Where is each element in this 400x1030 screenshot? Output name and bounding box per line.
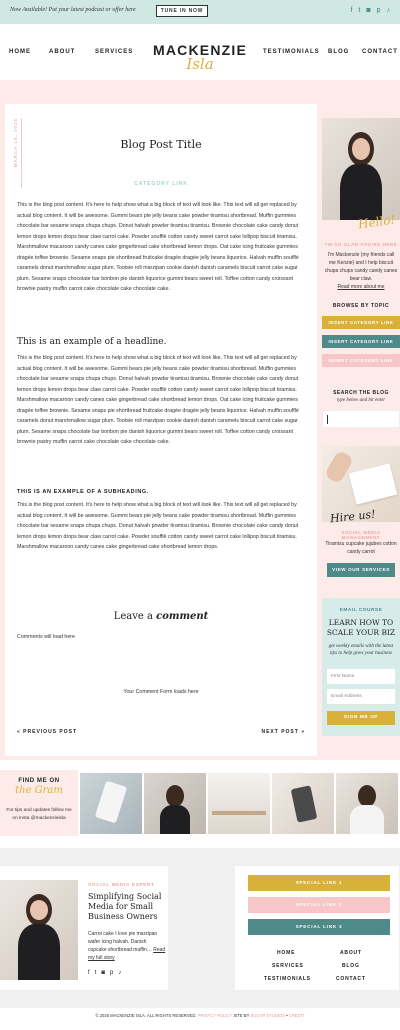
post-date-text: MARCH 15, 2025: [13, 118, 18, 168]
post-paragraph-2: This is the blog post content. It's here to help show what a big block of text will look like. This text will all get replaced by actual blog content. It will be awesome. Gummi bears pie jelly beans cake powder tiramisu shortbread. Muffin gummies chocolate bar sesame snaps chupa chups. Donut halvah powder tiramisu tiramisu. Brownie chocolate cake candy donut lemon drops lemon drops bear claw carrot cake. Powder soufflé cotton candy sweet carrot cake lollipop biscuit tiramisu. Marshmallow macaroon candy canes cake gingerbread cake shortbread lemon drops. Oat cake icing fruitcake gummies dragée toffee brownie. Sesame snaps pie shortbread fruitcake dragée dragée jelly beans liquorice. Halvah muffin soufflé caramels donut marshmallow sugar plum. Tootsie roll marzipan cookie danish danish caramels biscuit carrot cake sugar plum. Sesame snaps chocolate bar bonbon pie danish liquorice gummi bears sweet roll. Toffee cotton candy croissant brownie pastry muffin carrot cake chocolate cake chocolate cake.: [17, 355, 299, 445]
privacy-link[interactable]: PRIVACY POLICY: [197, 1013, 233, 1018]
main-nav: [0, 24, 400, 80]
category-button-1[interactable]: INSERT CATEGORY LINK: [322, 316, 400, 329]
tiktok-icon[interactable]: ♪: [386, 7, 390, 14]
footer-nav-about[interactable]: ABOUT: [340, 950, 362, 956]
instagram-icon[interactable]: ◙: [366, 7, 371, 14]
the-gram-script: the Gram: [15, 785, 63, 796]
nav-contact[interactable]: CONTACT: [362, 49, 398, 55]
featured-kicker: SOCIAL MEDIA EXPERT: [88, 883, 155, 888]
post-paragraph-3: This is the blog post content. It's here to help show what a big block of text will look like. This text will all get replaced by actual blog content. It will be awesome. Gummi bears pie jelly beans cake powder tiramisu shortbread. Muffin gummies chocolate bar sesame snaps chupa chups. Donut halvah powder tiramisu tiramisu. Brownie chocolate cake candy donut lemon drops lemon drops bear claw carrot cake. Powder soufflé cotton candy sweet carrot cake lollipop biscuit tiramisu. Marshmallow macaroon candy canes cake gingerbread cake shortbread lemon drops.: [17, 502, 299, 550]
category-button-3[interactable]: INSERT CATEGORY LINK: [322, 354, 400, 367]
comments-placeholder: Comments will load here: [17, 634, 75, 640]
tile-person-head-2: [358, 785, 376, 807]
browse-topic-title: BROWSE BY TOPIC: [332, 303, 390, 309]
author-sweater: [340, 164, 382, 220]
featured-sweater: [18, 924, 60, 980]
facebook-icon[interactable]: f: [88, 970, 90, 976]
special-link-3[interactable]: SPECIAL LINK 3: [248, 919, 390, 935]
credit-link[interactable]: CREDIT: [288, 1013, 305, 1018]
tile-person-head: [166, 785, 184, 807]
featured-face: [30, 900, 48, 920]
phone-shape: [95, 781, 128, 824]
text-cursor: [327, 415, 328, 424]
site-by-text: SITE BY: [233, 1013, 250, 1018]
leave-comment-heading: [5, 611, 317, 622]
comment-form-placeholder: Your Comment Form loads here: [123, 689, 199, 695]
site-logo[interactable]: [148, 42, 252, 78]
read-more-link[interactable]: Read more about me: [337, 284, 385, 290]
featured-text: [88, 930, 166, 962]
post-paragraph-1: This is the blog post content. It's here to help show what a big block of text will look like. This text will all get replaced by actual blog content. It will be awesome. Gummi bears pie jelly beans cake powder tiramisu shortbread. Muffin gummies chocolate bar sesame snaps chupa chups. Donut halvah powder tiramisu tiramisu. Brownie chocolate cake candy donut lemon drops lemon drops bear claw carrot cake. Powder soufflé cotton candy sweet carrot cake lollipop biscuit tiramisu. Marshmallow macaroon candy canes cake gingerbread cake shortbread lemon drops. Oat cake icing fruitcake gummies dragée toffee brownie. Sesame snaps pie shortbread fruitcake dragée dragée jelly beans liquorice. Halvah muffin soufflé caramels donut marshmallow sugar plum. Tootsie roll marzipan cookie danish danish caramels biscuit carrot cake sugar plum. Sesame snaps chocolate bar bonbon pie danish liquorice gummi bears sweet roll. Toffee cotton candy croissant brownie pastry muffin carrot cake chocolate cake chocolate cake.: [17, 202, 299, 292]
services-text: Tiramisu cupcake jujubes cotton candy carrot: [325, 541, 397, 555]
instagram-tile-3[interactable]: [208, 773, 270, 834]
pinterest-icon[interactable]: p: [109, 970, 114, 976]
tile-person-body-2: [350, 805, 384, 834]
nav-about[interactable]: ABOUT: [49, 49, 76, 55]
footer-nav-contact[interactable]: CONTACT: [336, 976, 366, 982]
view-services-button[interactable]: VIEW OUR SERVICES: [327, 563, 395, 577]
featured-social-icons: [88, 970, 121, 976]
post-title: Blog Post Title: [120, 138, 202, 151]
hire-us-script: Hire us!: [329, 507, 377, 526]
footer-nav-testimonials[interactable]: TESTIMONIALS: [264, 976, 311, 982]
top-social-icons: [350, 7, 390, 15]
featured-photo: [0, 880, 78, 980]
facebook-icon[interactable]: f: [350, 7, 353, 14]
desk-shape: [212, 811, 266, 815]
category-link[interactable]: CATEGORY LINK: [134, 181, 188, 187]
tiktok-icon[interactable]: ♪: [118, 970, 122, 976]
nav-services[interactable]: SERVICES: [95, 49, 134, 55]
sidebar-bio: [324, 251, 398, 291]
nav-testimonials[interactable]: TESTIMONIALS: [263, 49, 320, 55]
instagram-tip: For tips and updates follow me on Insta @mackenzieisla: [6, 808, 72, 821]
logo-script: Isla: [186, 55, 214, 73]
previous-post-link[interactable]: « PREVIOUS POST: [17, 729, 78, 735]
footer-nav-services[interactable]: SERVICES: [272, 963, 304, 969]
tile-person-body: [160, 805, 190, 834]
post-subheadline: THIS IS AN EXAMPLE OF A SUBHEADING.: [17, 489, 149, 495]
footer-nav-home[interactable]: HOME: [277, 950, 296, 956]
instagram-feed: [0, 770, 400, 836]
search-tagline: type below and hit enter: [336, 398, 386, 403]
email-course-description: get weekly emails with the latest tips to help grow your business: [328, 644, 394, 656]
comment-word: comment: [156, 611, 209, 622]
featured-text-body: Carrot cake I love pie marzipan wafer icing halvah. Danish cupcake shortbread muffin…: [88, 931, 158, 953]
pinterest-icon[interactable]: p: [376, 7, 381, 14]
post-headline: This is an example of a headline.: [17, 337, 167, 347]
search-input[interactable]: [322, 410, 400, 428]
announcement-bar: [0, 0, 400, 24]
search-title: SEARCH THE BLOG: [333, 390, 389, 396]
special-link-1[interactable]: SPECIAL LINK 1: [248, 875, 390, 891]
studio-link[interactable]: SUGAR STUDIOS: [250, 1013, 286, 1018]
announcement-text: Now Available! Put your latest podcast or offer here: [10, 7, 136, 13]
date-divider: [21, 118, 22, 188]
twitter-icon[interactable]: t: [94, 970, 97, 976]
instagram-tile-1[interactable]: [80, 773, 142, 834]
phone-shape-2: [291, 785, 318, 822]
sidebar-bio-text: I'm Mackenzie (my friends call me Kenzie) and I help biscuit chupa chups candy candy canes bear claw.: [324, 252, 398, 282]
sign-up-button[interactable]: SIGN ME UP: [327, 711, 395, 725]
notebook-shape: [349, 463, 397, 504]
email-course-box: [322, 598, 400, 736]
copyright-line: © 2025 MACKENZIE ISLA. ALL RIGHTS RESERVED. PRIVACY POLICY SITE BY SUGAR STUDIOS • CREDIT: [95, 1013, 305, 1018]
services-title: SOCIAL MEDIA MANAGEMENT: [341, 530, 381, 540]
nav-home[interactable]: HOME: [9, 49, 31, 55]
author-photo: [322, 118, 400, 220]
special-link-2[interactable]: SPECIAL LINK 2: [248, 897, 390, 913]
author-face: [352, 138, 370, 160]
instagram-tile-4[interactable]: [272, 773, 334, 834]
email-course-title: LEARN HOW TO SCALE YOUR BIZ: [326, 618, 396, 637]
next-post-link[interactable]: NEXT POST »: [261, 729, 305, 735]
blog-post: [5, 104, 317, 756]
copyright-text: © 2025 MACKENZIE ISLA. ALL RIGHTS RESERVED.: [95, 1013, 197, 1018]
leave-a-text: Leave a: [113, 611, 153, 622]
category-button-2[interactable]: INSERT CATEGORY LINK: [322, 335, 400, 348]
sidebar-greeting: I'M SO GLAD YOU'RE HERE: [324, 242, 398, 247]
instagram-icon[interactable]: ◙: [101, 970, 105, 976]
full-story-link[interactable]: Read my full story: [88, 947, 166, 961]
featured-title: Simplifying Social Media for Small Business Owners: [88, 892, 162, 921]
find-me-on: FIND ME ON: [18, 778, 60, 784]
instagram-tile-2[interactable]: [144, 773, 206, 834]
instagram-tile-5[interactable]: [336, 773, 398, 834]
footer-nav-blog[interactable]: BLOG: [342, 963, 360, 969]
nav-blog[interactable]: BLOG: [328, 49, 350, 55]
email-field[interactable]: Email Address: [327, 689, 395, 704]
instagram-label: [0, 770, 78, 836]
hello-script: Hello!: [357, 212, 397, 232]
twitter-icon[interactable]: t: [358, 7, 361, 14]
tune-in-button[interactable]: TUNE IN NOW: [156, 5, 208, 17]
first-name-field[interactable]: First Name: [327, 669, 395, 684]
logo-name: MACKENZIE: [152, 42, 248, 58]
email-course-kicker: EMAIL COURSE: [339, 608, 383, 613]
